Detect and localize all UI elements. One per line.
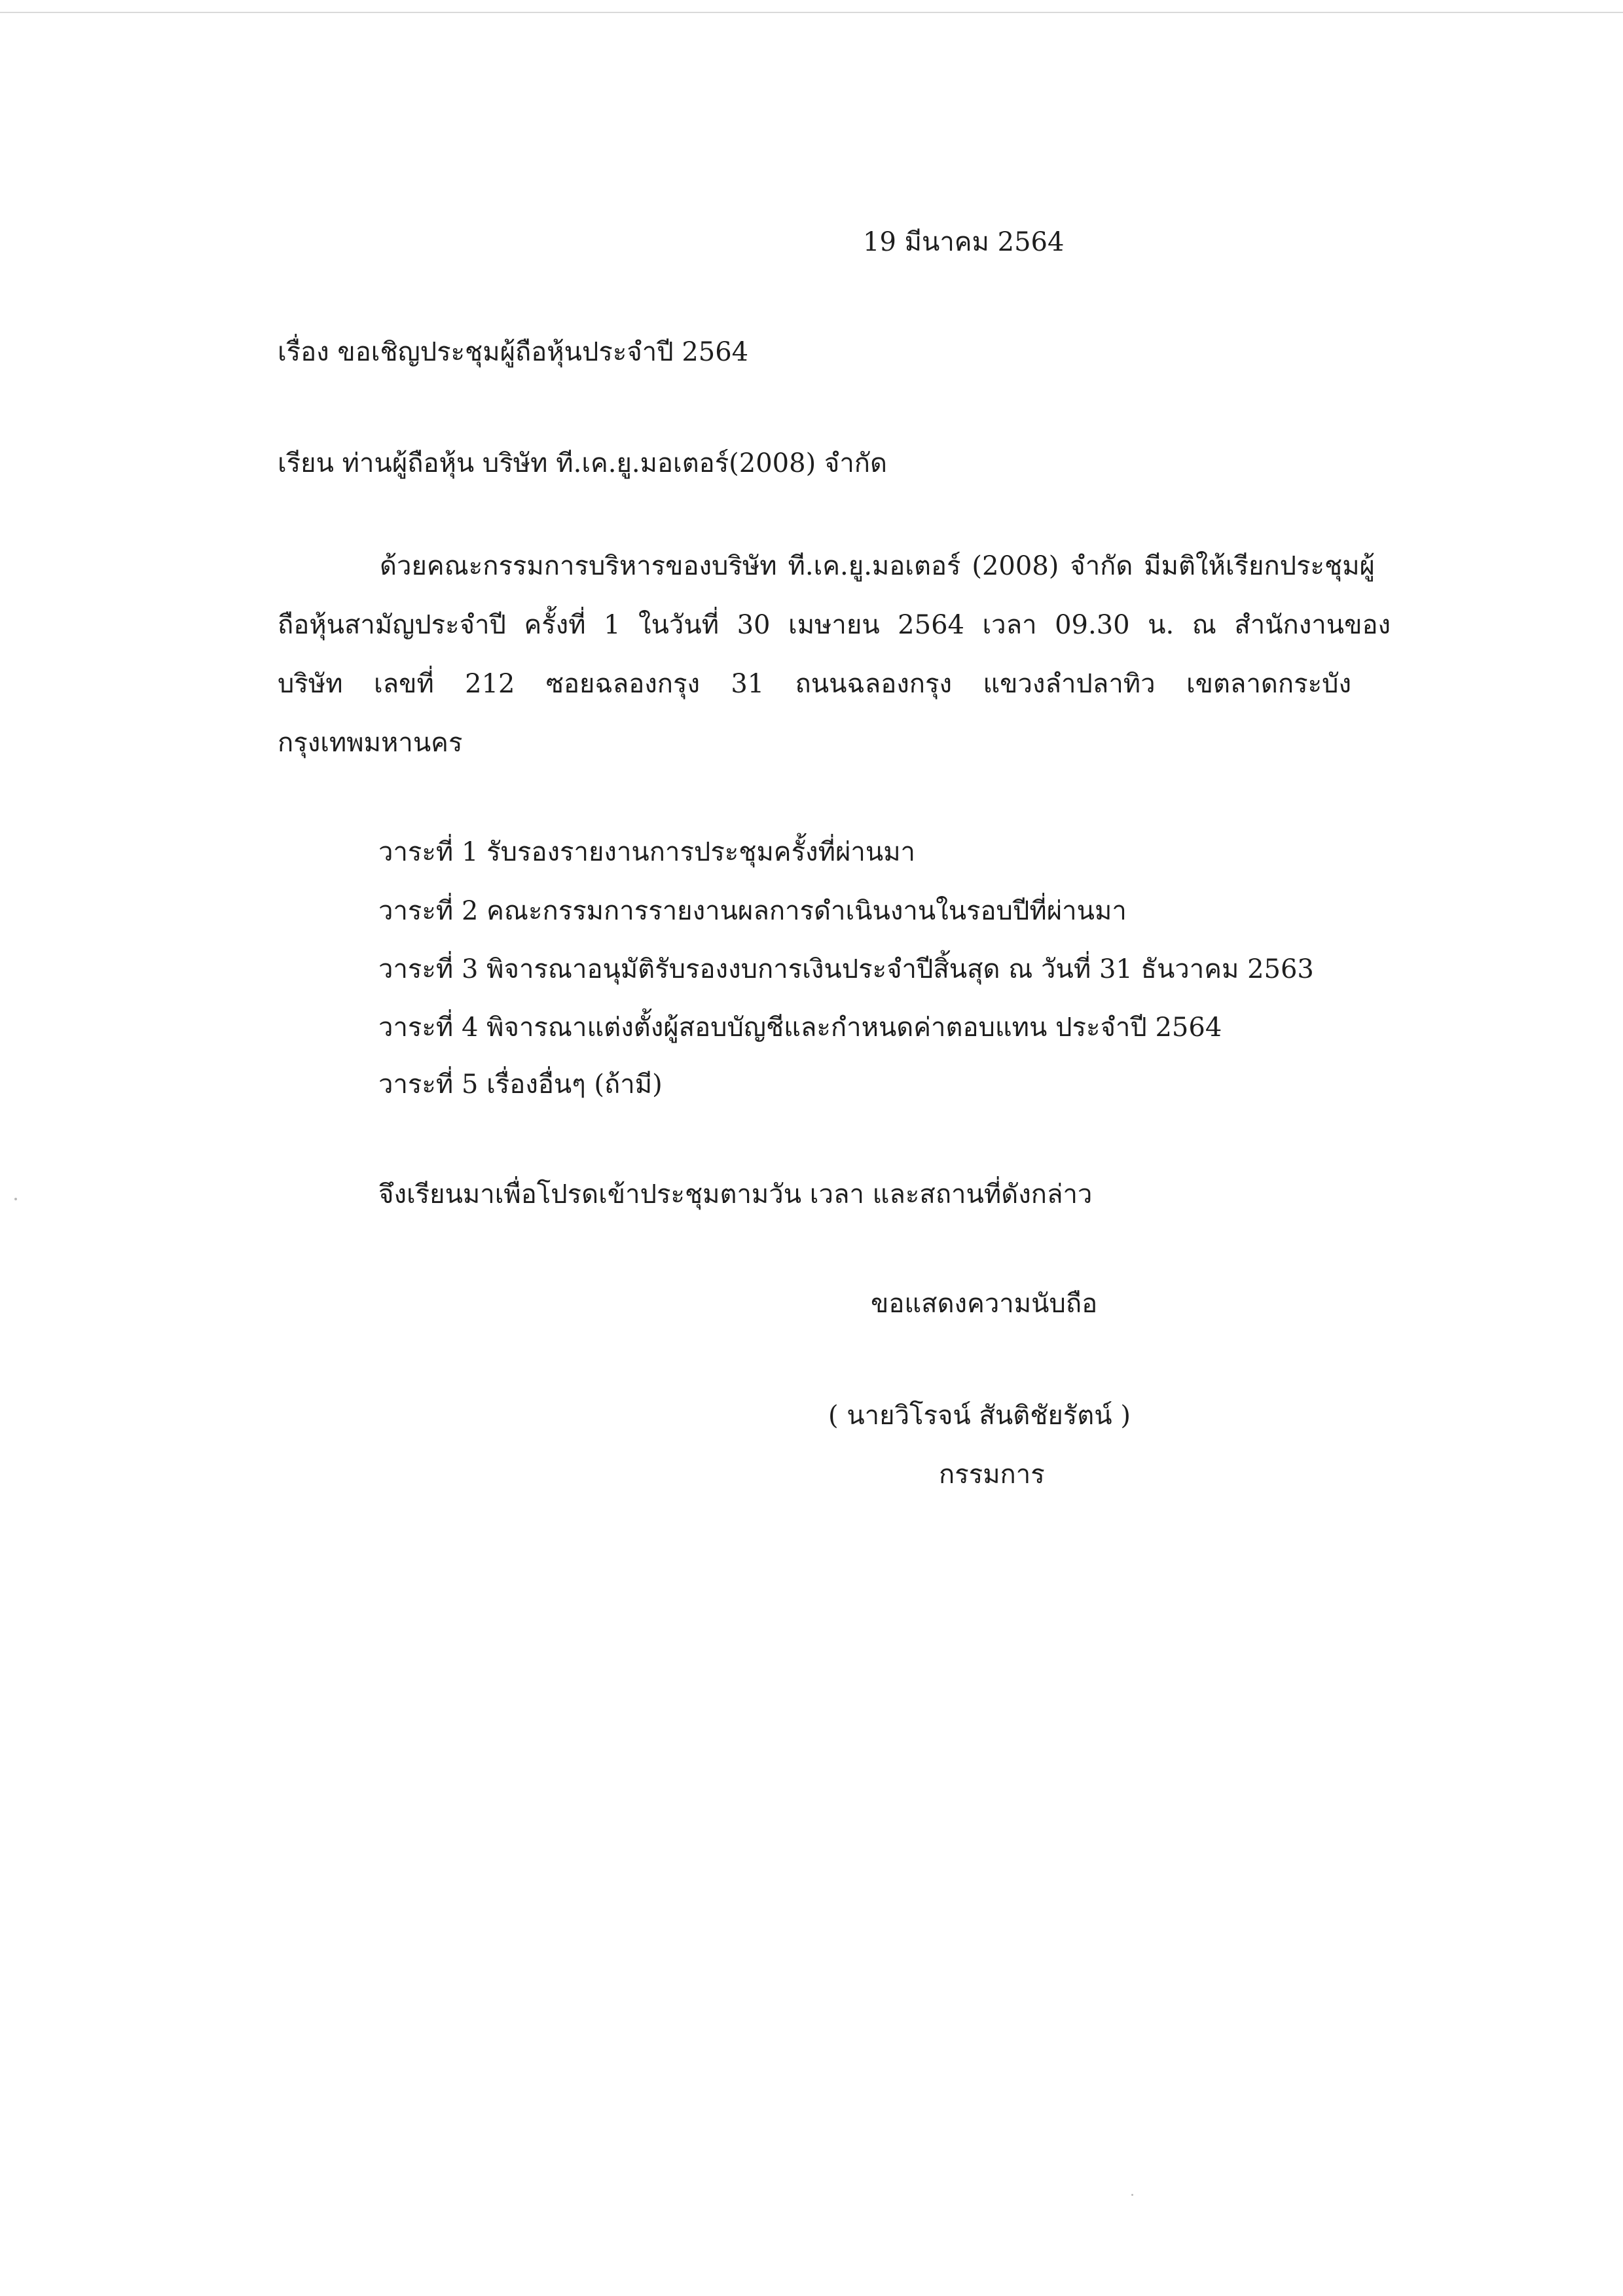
scan-speck: [14, 1198, 17, 1200]
agenda-item-3: วาระที่ 3 พิจารณาอนุมัติรับรองงบการเงินประจำปีสิ้นสุด ณ วันที่ 31 ธันวาคม 2563: [378, 954, 1314, 984]
complimentary-close: ขอแสดงความนับถือ: [871, 1289, 1098, 1319]
scan-speck: [1131, 2194, 1133, 2196]
agenda-item-5: วาระที่ 5 เรื่องอื่นๆ (ถ้ามี): [378, 1069, 663, 1100]
agenda-item-4: วาระที่ 4 พิจารณาแต่งตั้งผู้สอบบัญชีและกำหนดค่าตอบแทน ประจำปี 2564: [378, 1013, 1222, 1043]
signatory-name: ( นายวิโรจน์ สันติชัยรัตน์ ): [828, 1401, 1131, 1431]
body-line-1: ด้วยคณะกรรมการบริหารของบริษัท ที.เค.ยู.มอเตอร์ (2008) จำกัด มีมติให้เรียกประชุมผู้: [380, 551, 1375, 581]
body-line-4: กรุงเทพมหานคร: [278, 728, 463, 758]
closing-request: จึงเรียนมาเพื่อโปรดเข้าประชุมตามวัน เวลา และสถานที่ดังกล่าว: [378, 1179, 1093, 1210]
letter-subject: เรื่อง ขอเชิญประชุมผู้ถือหุ้นประจำปี 2564: [278, 337, 749, 367]
agenda-item-1: วาระที่ 1 รับรองรายงานการประชุมครั้งที่ผ่านมา: [378, 837, 916, 867]
body-line-3: บริษัท เลขที่ 212 ซอยฉลองกรุง 31 ถนนฉลองกรุง แขวงลำปลาทิว เขตลาดกระบัง: [278, 669, 1351, 699]
scan-top-edge: [0, 12, 1623, 13]
letter-date: 19 มีนาคม 2564: [863, 227, 1065, 257]
letter-recipient: เรียน ท่านผู้ถือหุ้น บริษัท ที.เค.ยู.มอเตอร์(2008) จำกัด: [278, 448, 887, 478]
signatory-title: กรรมการ: [939, 1460, 1045, 1490]
agenda-item-2: วาระที่ 2 คณะกรรมการรายงานผลการดำเนินงานในรอบปีที่ผ่านมา: [378, 896, 1127, 926]
body-line-2: ถือหุ้นสามัญประจำปี ครั้งที่ 1 ในวันที่ 30 เมษายน 2564 เวลา 09.30 น. ณ สำนักงานของ: [278, 610, 1391, 640]
